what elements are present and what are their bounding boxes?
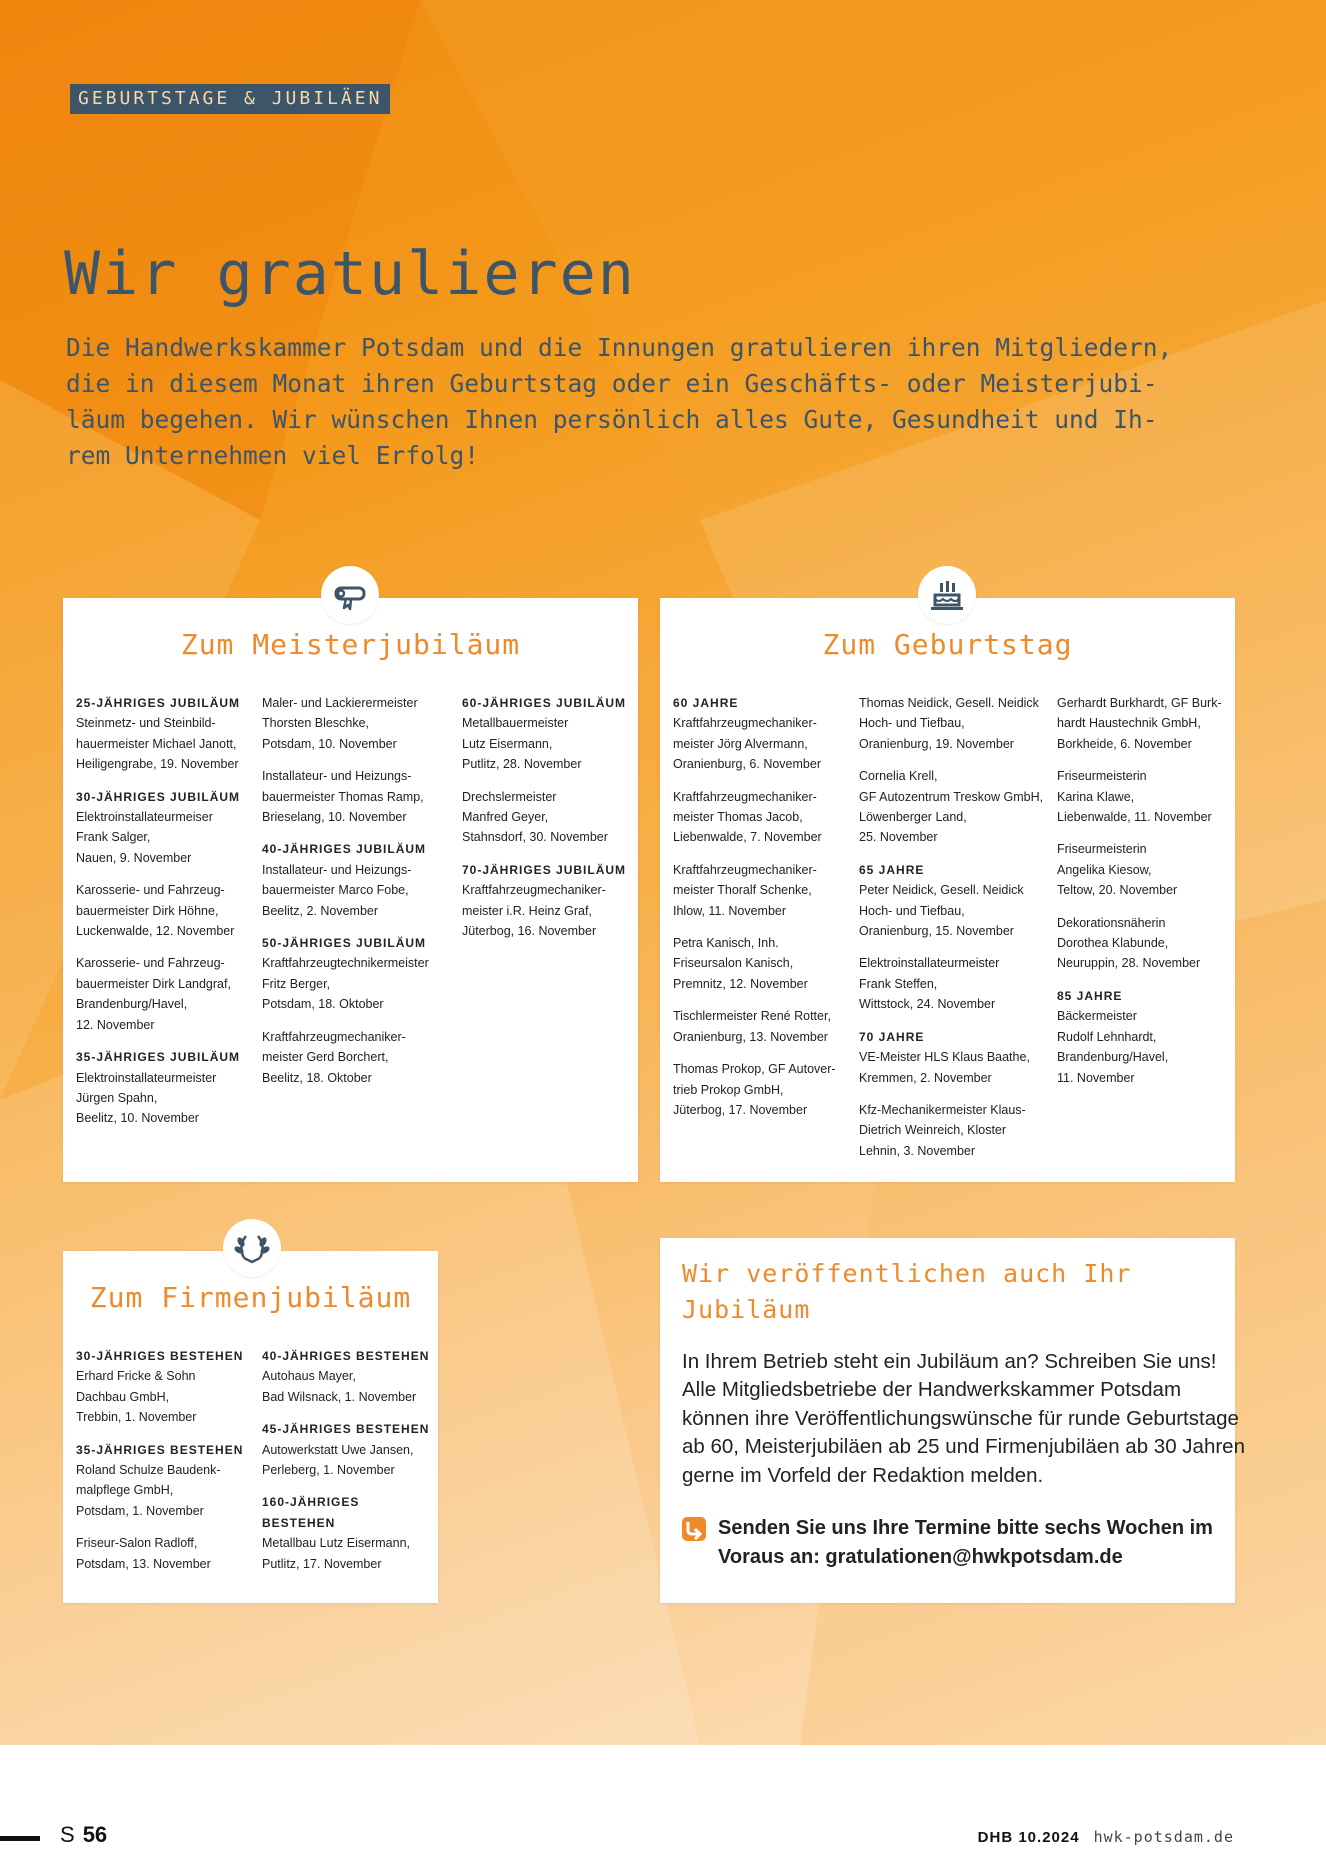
entry-heading: 65 JAHRE bbox=[859, 862, 925, 877]
entry-line: meister Thoralf Schenke, bbox=[673, 883, 812, 898]
entry-line: Friseurmeisterin bbox=[1057, 842, 1147, 857]
entry bbox=[673, 787, 853, 848]
entry-line: bauermeister Dirk Höhne, bbox=[76, 903, 219, 918]
entry-line: Angelika Kiesow, bbox=[1057, 862, 1152, 877]
entry-line: VE-Meister HLS Klaus Baathe, bbox=[859, 1050, 1030, 1065]
entry bbox=[262, 933, 452, 1015]
entry bbox=[462, 860, 637, 942]
entry bbox=[462, 787, 637, 848]
entry-heading: 30-JÄHRIGES BESTEHEN bbox=[76, 1349, 244, 1363]
entry-line: Cornelia Krell, bbox=[859, 769, 938, 784]
entry-line: Installateur- und Heizungs- bbox=[262, 862, 412, 877]
entry-line: Putlitz, 28. November bbox=[462, 757, 582, 772]
entry-line: bauermeister Marco Fobe, bbox=[262, 883, 409, 898]
entry-heading: 45-JÄHRIGES BESTEHEN bbox=[262, 1422, 430, 1437]
entry-line: Thorsten Bleschke, bbox=[262, 716, 369, 731]
entry-line: Lutz Eisermann, bbox=[462, 736, 553, 751]
entry-line: Kraftfahrzeugmechaniker- bbox=[673, 862, 817, 877]
entry-line: Frank Salger, bbox=[76, 830, 151, 845]
entry bbox=[76, 1346, 256, 1428]
entry-line: Dorothea Klabunde, bbox=[1057, 936, 1169, 951]
entry bbox=[262, 1027, 452, 1088]
entry-line: Trebbin, 1. November bbox=[76, 1410, 197, 1425]
entry-line: Beelitz, 2. November bbox=[262, 903, 379, 918]
entry-heading: 25-JÄHRIGES JUBILÄUM bbox=[76, 696, 241, 710]
entry-line: 12. November bbox=[76, 1017, 155, 1032]
page-number-value: 56 bbox=[82, 1822, 108, 1847]
intro-text bbox=[66, 330, 1266, 474]
entry-line: Löwenberger Land, bbox=[859, 810, 967, 825]
entry bbox=[462, 693, 637, 775]
entry-heading: 35-JÄHRIGES JUBILÄUM bbox=[76, 1050, 241, 1065]
laurel-badge bbox=[223, 1219, 281, 1277]
entry-heading: 160-JÄHRIGES BESTEHEN bbox=[262, 1495, 360, 1530]
entry bbox=[673, 860, 853, 921]
entry-line: Liebenwalde, 11. November bbox=[1057, 810, 1212, 825]
meisterjubilaeum-title: Zum Meisterjubiläum bbox=[180, 628, 521, 661]
entry-heading: 70-JÄHRIGES JUBILÄUM bbox=[462, 862, 627, 877]
intro-line: läum begehen. Wir wünschen Ihnen persönlich alles Gute, Gesundheit und Ih- bbox=[66, 405, 1158, 434]
diploma-icon bbox=[330, 575, 370, 615]
entry-heading: 85 JAHRE bbox=[1057, 988, 1123, 1003]
entry bbox=[673, 933, 853, 994]
entry-line: bauermeister Thomas Ramp, bbox=[262, 789, 424, 804]
entry-line: Beelitz, 10. November bbox=[76, 1111, 199, 1126]
entry bbox=[1057, 986, 1232, 1088]
entry-line: Thomas Prokop, GF Autover- bbox=[673, 1062, 836, 1077]
intro-line: die in diesem Monat ihren Geburtstag oder ein Geschäfts- oder Meisterjubi- bbox=[66, 369, 1158, 398]
entry-line: Elektroinstallateurmeister bbox=[76, 1070, 217, 1085]
entry-line: Petra Kanisch, Inh. bbox=[673, 936, 779, 951]
publish-title-line: Wir veröffentlichen auch Ihr bbox=[682, 1259, 1132, 1288]
firmenjubilaeum-card bbox=[63, 1251, 438, 1603]
entry-line: Kraftfahrzeugmechaniker- bbox=[462, 883, 606, 898]
website-link[interactable]: hwk-potsdam.de bbox=[1093, 1828, 1234, 1846]
entry-line: Putlitz, 17. November bbox=[262, 1556, 382, 1571]
entry-heading: 40-JÄHRIGES JUBILÄUM bbox=[262, 842, 427, 857]
entry-line: Oranienburg, 13. November bbox=[673, 1029, 828, 1044]
entry-line: Roland Schulze Baudenk- bbox=[76, 1463, 221, 1478]
entry-line: Teltow, 20. November bbox=[1057, 883, 1178, 898]
entry-line: Lehnin, 3. November bbox=[859, 1143, 976, 1158]
entry bbox=[76, 880, 256, 941]
cta-email-line[interactable]: Voraus an: gratulationen@hwkpotsdam.de bbox=[718, 1546, 1123, 1568]
entry-line: Kraftfahrzeugmechaniker- bbox=[673, 716, 817, 731]
entry-line: Potsdam, 10. November bbox=[262, 736, 397, 751]
entry-line: Tischlermeister René Rotter, bbox=[673, 1009, 831, 1024]
entry bbox=[76, 1047, 256, 1129]
entry-line: Fritz Berger, bbox=[262, 976, 331, 991]
page-title: Wir gratulieren bbox=[64, 239, 636, 309]
footer-right bbox=[978, 1828, 1234, 1846]
birthday-badge bbox=[918, 566, 976, 624]
entry-line: Luckenwalde, 12. November bbox=[76, 924, 235, 939]
meister-column bbox=[76, 693, 256, 1141]
entry-line: Nauen, 9. November bbox=[76, 850, 192, 865]
entry-line: Premnitz, 12. November bbox=[673, 976, 808, 991]
page-number bbox=[60, 1822, 107, 1848]
entry-line: malpflege GmbH, bbox=[76, 1483, 174, 1498]
entry bbox=[262, 766, 452, 827]
entry-line: trieb Prokop GmbH, bbox=[673, 1082, 784, 1097]
entry-line: Borkheide, 6. November bbox=[1057, 736, 1192, 751]
entry bbox=[859, 1027, 1054, 1088]
entry bbox=[859, 953, 1054, 1014]
entry-line: Brandenburg/Havel, bbox=[76, 997, 188, 1012]
entry-line: Erhard Fricke & Sohn bbox=[76, 1369, 196, 1384]
entry-line: Kraftfahrzeugtechnikermeister bbox=[262, 956, 429, 971]
entry-line: Elektroinstallateurmeiser bbox=[76, 810, 213, 825]
entry bbox=[859, 1100, 1054, 1161]
entry bbox=[76, 693, 256, 775]
entry bbox=[1057, 693, 1232, 754]
entry-line: Peter Neidick, Gesell. Neidick bbox=[859, 883, 1024, 898]
entry-line: Metallbau Lutz Eisermann, bbox=[262, 1536, 410, 1551]
entry-line: 25. November bbox=[859, 830, 938, 845]
entry-line: Autohaus Mayer, bbox=[262, 1369, 356, 1384]
arrow-right-icon bbox=[682, 1517, 706, 1541]
publish-body-line: In Ihrem Betrieb steht ein Jubiläum an? Schreiben Sie uns! bbox=[682, 1350, 1217, 1373]
entry-line: Hoch- und Tiefbau, bbox=[859, 903, 965, 918]
entry-line: Drechslermeister bbox=[462, 789, 557, 804]
entry-line: Installateur- und Heizungs- bbox=[262, 769, 412, 784]
meister-column bbox=[462, 693, 637, 953]
entry bbox=[859, 860, 1054, 942]
entry-line: Liebenwalde, 7. November bbox=[673, 830, 822, 845]
entry-line: Metallbauermeister bbox=[462, 716, 569, 731]
entry-line: Elektroinstallateurmeister bbox=[859, 956, 1000, 971]
entry bbox=[673, 1006, 853, 1047]
entry bbox=[262, 1492, 437, 1574]
entry-line: meister Gerd Borchert, bbox=[262, 1050, 389, 1065]
publish-title-line: Jubiläum bbox=[682, 1295, 811, 1324]
entry bbox=[76, 1533, 256, 1574]
intro-line: rem Unternehmen viel Erfolg! bbox=[66, 441, 480, 470]
entry bbox=[262, 1346, 437, 1407]
entry-line: Ihlow, 11. November bbox=[673, 903, 787, 918]
entry bbox=[262, 839, 452, 921]
entry-line: Manfred Geyer, bbox=[462, 810, 549, 825]
entry-heading: 60 JAHRE bbox=[673, 696, 739, 710]
entry-line: meister Thomas Jacob, bbox=[673, 810, 803, 825]
entry-line: Jüterbog, 17. November bbox=[673, 1102, 808, 1117]
entry bbox=[859, 766, 1054, 848]
entry-line: Oranienburg, 6. November bbox=[673, 757, 821, 772]
entry-line: Dekorationsnäherin bbox=[1057, 915, 1166, 930]
issue-label: DHB 10.2024 bbox=[977, 1829, 1080, 1846]
publish-title bbox=[682, 1256, 1131, 1328]
geburtstag-column bbox=[673, 693, 853, 1132]
entry-line: Bad Wilsnack, 1. November bbox=[262, 1389, 417, 1404]
entry-line: Potsdam, 18. Oktober bbox=[262, 997, 384, 1012]
entry-line: Stahnsdorf, 30. November bbox=[462, 830, 608, 845]
entry bbox=[262, 1419, 437, 1480]
entry-line: Jürgen Spahn, bbox=[76, 1090, 158, 1105]
entry-line: Friseurmeisterin bbox=[1057, 769, 1147, 784]
entry-line: Potsdam, 13. November bbox=[76, 1556, 211, 1571]
entry-line: Maler- und Lackierermeister bbox=[262, 696, 418, 710]
publish-body-line: gerne im Vorfeld der Redaktion melden. bbox=[682, 1463, 1044, 1487]
entry-line: Brieselang, 10. November bbox=[262, 810, 407, 825]
entry-line: Frank Steffen, bbox=[859, 976, 938, 991]
geburtstag-column bbox=[1057, 693, 1232, 1100]
entry-line: hardt Haustechnik GmbH, bbox=[1057, 716, 1201, 731]
entry bbox=[673, 1059, 853, 1120]
entry-heading: 30-JÄHRIGES JUBILÄUM bbox=[76, 789, 241, 804]
entry bbox=[76, 1440, 256, 1522]
publish-body-line: können ihre Veröffentlichungswünsche für runde Geburtstage bbox=[682, 1406, 1239, 1430]
entry bbox=[859, 693, 1054, 754]
entry-heading: 60-JÄHRIGES JUBILÄUM bbox=[462, 696, 627, 710]
entry-line: Oranienburg, 19. November bbox=[859, 736, 1014, 751]
entry-heading: 70 JAHRE bbox=[859, 1029, 925, 1044]
publish-body-line: Alle Mitgliedsbetriebe der Handwerkskammer Potsdam bbox=[682, 1378, 1182, 1402]
entry-line: Hoch- und Tiefbau, bbox=[859, 716, 965, 731]
entry-line: Thomas Neidick, Gesell. Neidick bbox=[859, 696, 1039, 710]
entry-line: Perleberg, 1. November bbox=[262, 1463, 395, 1478]
entry-heading: 35-JÄHRIGES BESTEHEN bbox=[76, 1442, 244, 1457]
entry-line: meister i.R. Heinz Graf, bbox=[462, 903, 592, 918]
entry-line: bauermeister Dirk Landgraf, bbox=[76, 976, 231, 991]
entry-line: Karosserie- und Fahrzeug- bbox=[76, 883, 225, 898]
entry-line: Friseur-Salon Radloff, bbox=[76, 1536, 198, 1551]
entry-line: Karina Klawe, bbox=[1057, 789, 1135, 804]
entry-line: Heiligengrabe, 19. November bbox=[76, 757, 239, 772]
entry-line: hauermeister Michael Janott, bbox=[76, 736, 237, 751]
publish-body-line: ab 60, Meisterjubiläen ab 25 und Firmenjubiläen ab 30 Jahren bbox=[682, 1435, 1245, 1459]
entry-line: Kraftfahrzeugmechaniker- bbox=[673, 789, 817, 804]
entry bbox=[1057, 913, 1232, 974]
cta-line: Senden Sie uns Ihre Termine bitte sechs Wochen im bbox=[718, 1517, 1213, 1539]
geburtstag-title: Zum Geburtstag bbox=[822, 628, 1073, 661]
firmen-column bbox=[76, 1346, 256, 1586]
intro-line: Die Handwerkskammer Potsdam und die Innungen gratulieren ihren Mitgliedern, bbox=[66, 333, 1173, 362]
entry-line: Kraftfahrzeugmechaniker- bbox=[262, 1029, 406, 1044]
firmen-column bbox=[262, 1346, 437, 1586]
section-tag: GEBURTSTAGE & JUBILÄEN bbox=[70, 84, 390, 114]
entry-line: Oranienburg, 15. November bbox=[859, 924, 1014, 939]
entry-line: Kremmen, 2. November bbox=[859, 1070, 992, 1085]
publish-card bbox=[660, 1238, 1245, 1603]
entry bbox=[262, 693, 452, 754]
birthday-cake-icon bbox=[927, 575, 967, 615]
firmenjubilaeum-title: Zum Firmenjubiläum bbox=[89, 1281, 412, 1314]
entry-line: 11. November bbox=[1057, 1070, 1135, 1085]
entry bbox=[76, 953, 256, 1035]
laurel-wreath-icon bbox=[232, 1228, 272, 1268]
entry bbox=[1057, 766, 1232, 827]
entry-line: Potsdam, 1. November bbox=[76, 1503, 204, 1518]
entry-line: Neuruppin, 28. November bbox=[1057, 956, 1201, 971]
entry-line: Kfz-Mechanikermeister Klaus- bbox=[859, 1102, 1026, 1117]
entry bbox=[673, 693, 853, 775]
entry bbox=[1057, 839, 1232, 900]
geburtstag-column bbox=[859, 693, 1054, 1173]
footer-bar bbox=[0, 1836, 40, 1841]
entry-heading: 50-JÄHRIGES JUBILÄUM bbox=[262, 936, 427, 951]
entry-line: Friseursalon Kanisch, bbox=[673, 956, 794, 971]
diploma-badge bbox=[321, 566, 379, 624]
entry-line: Wittstock, 24. November bbox=[859, 997, 996, 1012]
entry-line: Dietrich Weinreich, Kloster bbox=[859, 1123, 1007, 1138]
entry-line: GF Autozentrum Treskow GmbH, bbox=[859, 789, 1044, 804]
entry-heading: 40-JÄHRIGES BESTEHEN bbox=[262, 1349, 430, 1363]
meisterjubilaeum-card bbox=[63, 598, 638, 1182]
entry bbox=[76, 787, 256, 869]
entry-line: Karosserie- und Fahrzeug- bbox=[76, 956, 225, 971]
entry-line: Brandenburg/Havel, bbox=[1057, 1050, 1169, 1065]
entry-line: Steinmetz- und Steinbild- bbox=[76, 716, 216, 731]
publish-body bbox=[682, 1348, 1245, 1490]
entry-line: Jüterbog, 16. November bbox=[462, 924, 597, 939]
page-prefix: S bbox=[60, 1822, 75, 1847]
entry-line: Dachbau GmbH, bbox=[76, 1389, 170, 1404]
entry-line: Beelitz, 18. Oktober bbox=[262, 1070, 372, 1085]
entry-line: Bäckermeister bbox=[1057, 1009, 1137, 1024]
geburtstag-card bbox=[660, 598, 1235, 1182]
entry-line: meister Jörg Alvermann, bbox=[673, 736, 808, 751]
entry-line: Rudolf Lehnhardt, bbox=[1057, 1029, 1157, 1044]
entry-line: Autowerkstatt Uwe Jansen, bbox=[262, 1442, 414, 1457]
entry-line: Gerhardt Burkhardt, GF Burk- bbox=[1057, 696, 1222, 710]
meister-column bbox=[262, 693, 452, 1100]
